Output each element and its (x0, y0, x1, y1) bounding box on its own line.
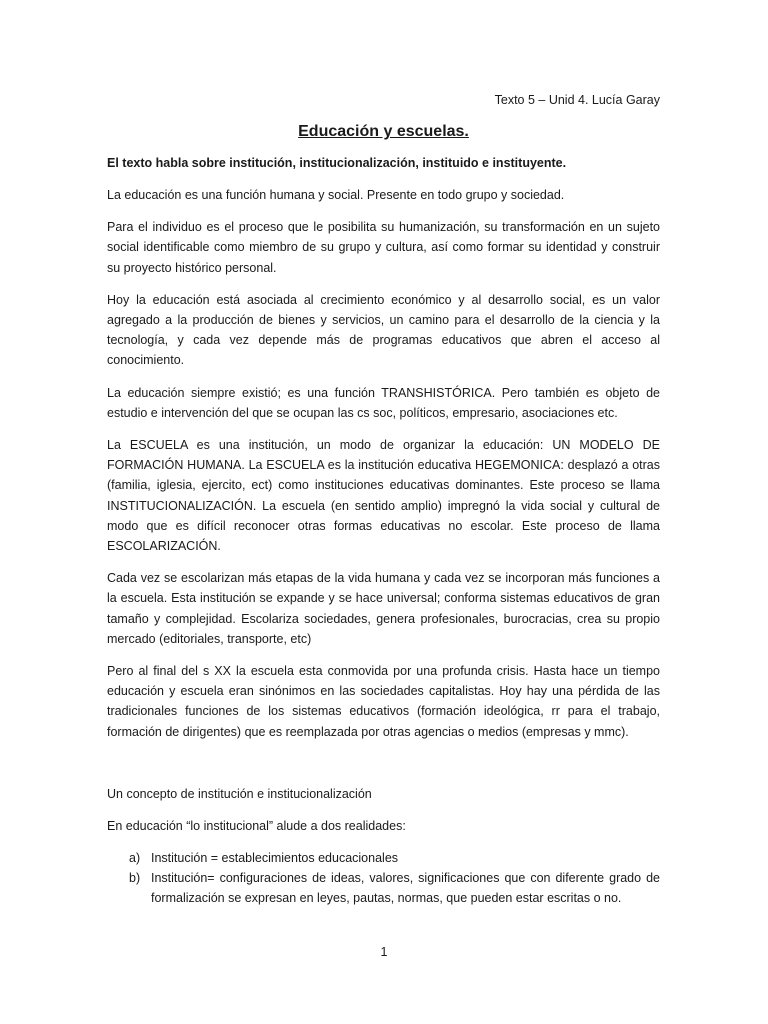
paragraph-5: La ESCUELA es una institución, un modo de organizar la educación: UN MODELO DE FORMACIÓN HUMANA. La ESCUELA es la institución educativa HEGEMONICA: desplazó a otras (familia, iglesia, ejercito, ect) como instituciones educativas dominantes. Este proceso se llama INSTITUCIONALIZACIÓN. La escuela (en sentido amplio) impregnó la vida social y cultural de modo que es difícil reconocer otras formas educativas no escolar. Este proceso de llama ESCOLARIZACIÓN. (107, 438, 660, 554)
paragraph-6: Cada vez se escolarizan más etapas de la vida humana y cada vez se incorporan más funciones a la escuela. Esta institución se expande y se hace universal; conforma sistemas educativos de gran tamaño y complejidad. Escolariza sociedades, genera profesionales, burocracias, crea su propio mercado (editoriales, transporte, etc) (107, 571, 660, 646)
list-item (107, 868, 660, 908)
list-item-text: Institución= configuraciones de ideas, valores, significaciones que con diferente grado de formalización se expresan en leyes, pautas, normas, que pueden estar escritas o no. (151, 871, 660, 906)
section-heading: Un concepto de institución e institucionalización (107, 786, 372, 801)
paragraph-2: Para el individuo es el proceso que le posibilita su humanización, su transformación en un sujeto social identificable como miembro de su grupo y cultura, así como formar su identidad y construir su proyecto histórico personal. (107, 220, 660, 275)
document-reference: Texto 5 – Unid 4. Lucía Garay (494, 93, 660, 107)
paragraph-1: La educación es una función humana y social. Presente en todo grupo y sociedad. (107, 188, 565, 202)
section-lead: En educación “lo institucional” alude a dos realidades: (107, 818, 406, 833)
list-item-text: Institución = establecimientos educacionales (151, 851, 399, 866)
realities-list (107, 848, 660, 909)
page-content (107, 90, 660, 909)
paragraph-7: Pero al final del s XX la escuela esta conmovida por una profunda crisis. Hasta hace un tiempo educación y escuela eran sinónimos en las sociedades capitalistas. Hoy hay una pérdida de las tradicionales funciones de los sistemas educativos (formación ideológica, rr para el trabajo, formación de dirigentes) que es reemplazada por otras agencias o medios (empresas y mmc). (107, 664, 660, 739)
paragraph-3: Hoy la educación está asociada al crecimiento económico y al desarrollo social, es un valor agregado a la producción de bienes y servicios, un camino para el desarrollo de la ciencia y la tecnología, y cada vez depende más de programas educativos que abren el acceso al conocimiento. (107, 292, 660, 368)
list-marker: a) (129, 851, 141, 866)
page-number: 1 (380, 945, 388, 959)
paragraph-4: La educación siempre existió; es una función TRANSHISTÓRICA. Pero también es objeto de estudio e intervención del que se ocupan las cs soc, políticos, empresario, asociaciones etc. (107, 385, 660, 420)
intro-statement: El texto habla sobre institución, institucionalización, instituido e instituyente. (107, 156, 567, 170)
document-title: Educación y escuelas. (298, 123, 469, 140)
list-item (107, 848, 660, 868)
list-marker: b) (129, 871, 141, 886)
